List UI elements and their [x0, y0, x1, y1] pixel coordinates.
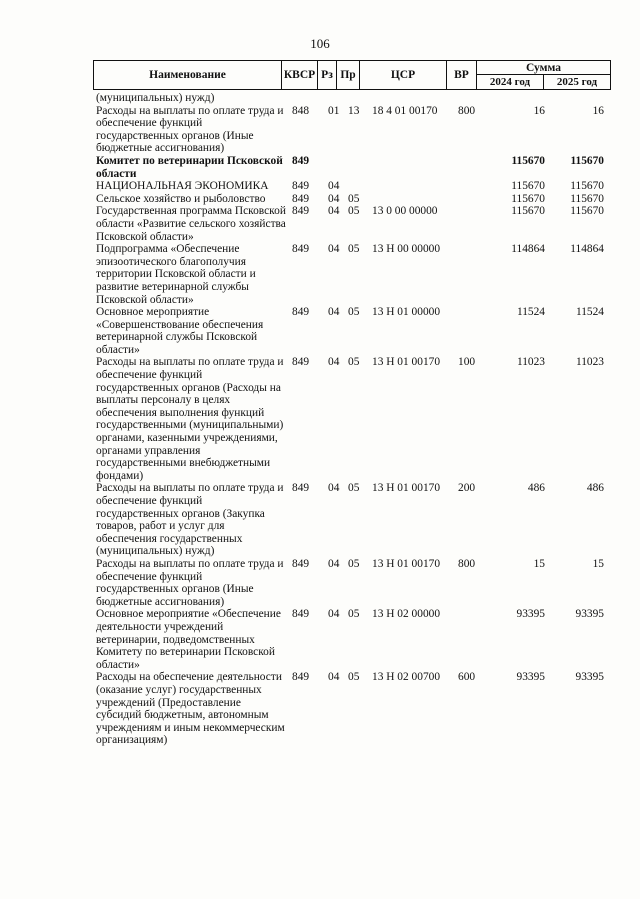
row-csr: 13 Н 02 00700	[372, 671, 441, 684]
row-pr: 13	[348, 104, 360, 117]
table-row	[96, 356, 614, 482]
row-pr: 05	[348, 482, 360, 495]
row-sum-2025: 93395	[575, 671, 604, 684]
header-year-2024: 2024 год	[477, 75, 544, 89]
row-csr: 13 Н 01 00000	[372, 306, 441, 319]
row-rz: 04	[328, 608, 340, 621]
row-csr: 18 4 01 00170	[372, 104, 438, 117]
table-row	[96, 180, 614, 193]
row-pr: 05	[348, 671, 360, 684]
row-kvsr: 849	[292, 243, 310, 256]
row-sum-2025: 115670	[570, 192, 604, 205]
row-pr: 05	[348, 192, 360, 205]
row-pr: 05	[348, 306, 360, 319]
row-sum-2025: 11023	[575, 356, 604, 369]
row-sum-2024: 11023	[516, 356, 545, 369]
table-row	[96, 205, 614, 243]
header-rz: Рз	[318, 61, 337, 89]
row-rz: 01	[328, 104, 340, 117]
row-vr: 600	[458, 671, 476, 684]
row-kvsr: 849	[292, 482, 310, 495]
row-sum-2025: 114864	[570, 243, 604, 256]
row-sum-2024: 11524	[516, 306, 545, 319]
row-name: Государственная программа Псковской области «Развитие сельского хозяйства Псковской области»	[96, 205, 286, 243]
row-csr: 13 Н 01 00170	[372, 482, 441, 495]
row-sum-2025: 115670	[570, 205, 604, 218]
row-csr: 13 Н 02 00000	[372, 608, 441, 621]
table-row	[96, 671, 614, 747]
header-vr: ВР	[447, 61, 477, 89]
row-sum-2024: 114864	[511, 243, 545, 256]
row-sum-2024: 93395	[516, 608, 545, 621]
table-row	[96, 482, 614, 558]
row-vr: 800	[458, 557, 476, 570]
row-pr: 05	[348, 205, 360, 218]
row-sum-2025: 115670	[570, 154, 604, 167]
header-sum-group	[477, 61, 610, 89]
row-sum-2025: 16	[592, 104, 604, 117]
row-kvsr: 849	[292, 205, 310, 218]
row-sum-2025: 15	[592, 557, 604, 570]
row-rz: 04	[328, 557, 340, 570]
row-vr: 100	[458, 356, 476, 369]
row-name: Основное мероприятие «Обеспечение деятельности учреждений ветеринарии, подведомственных Комитету по ветеринарии Псковской области»	[96, 608, 281, 671]
row-vr: 800	[458, 104, 476, 117]
header-name: Наименование	[94, 61, 282, 89]
header-csr: ЦСР	[360, 61, 447, 89]
row-name: Расходы на выплаты по оплате труда и обеспечение функций государственных органов (Иные бюджетные ассигнования)	[96, 104, 284, 155]
row-sum-2024: 93395	[516, 671, 545, 684]
row-csr: 13 Н 01 00170	[372, 356, 441, 369]
row-sum-2024: 15	[533, 557, 545, 570]
row-sum-2024: 115670	[511, 154, 545, 167]
row-kvsr: 849	[292, 180, 310, 193]
row-rz: 04	[328, 180, 340, 193]
row-rz: 04	[328, 192, 340, 205]
row-rz: 04	[328, 671, 340, 684]
row-name: Расходы на обеспечение деятельности (оказание услуг) государственных учреждений (Предоставление субсидий бюджетным, автономным учреждениям и иным некоммерческим организациям)	[96, 671, 285, 747]
row-name: Подпрограмма «Обеспечение эпизоотического благополучия территории Псковской области и развитие ветеринарной службы Псковской области»	[96, 243, 256, 306]
row-name: (муниципальных) нужд)	[96, 92, 215, 104]
row-pr: 05	[348, 557, 360, 570]
row-sum-2024: 115670	[511, 205, 545, 218]
header-kvsr: КВСР	[282, 61, 318, 89]
row-csr: 13 Н 01 00170	[372, 557, 441, 570]
row-sum-2025: 11524	[575, 306, 604, 319]
row-csr: 13 0 00 00000	[372, 205, 438, 218]
table-header	[93, 60, 611, 90]
row-rz: 04	[328, 356, 340, 369]
row-pr: 05	[348, 608, 360, 621]
row-name: Расходы на выплаты по оплате труда и обеспечение функций государственных органов (Расходы на выплаты персоналу в целях обеспечения выполнения функций государственными (муниципальными) органами, казенными учреждениями, органами управления государственными внебюджетными фондами)	[96, 356, 284, 482]
table-row	[96, 558, 614, 608]
row-kvsr: 849	[292, 671, 310, 684]
table-row	[96, 608, 614, 671]
row-sum-2025: 93395	[575, 608, 604, 621]
table-row	[96, 193, 614, 206]
row-name: Основное мероприятие «Совершенствование обеспечения ветеринарной службы Псковской области»	[96, 306, 264, 356]
row-name: Комитет по ветеринарии Псковской области	[96, 154, 283, 180]
row-rz: 04	[328, 205, 340, 218]
row-kvsr: 848	[292, 104, 310, 117]
table-row	[96, 306, 614, 356]
row-rz: 04	[328, 482, 340, 495]
row-sum-2024: 115670	[511, 192, 545, 205]
row-sum-2024: 486	[527, 482, 545, 495]
row-vr: 200	[458, 482, 476, 495]
table-row	[96, 155, 614, 180]
row-name: НАЦИОНАЛЬНАЯ ЭКОНОМИКА	[96, 180, 269, 193]
row-rz: 04	[328, 243, 340, 256]
row-name: Расходы на выплаты по оплате труда и обеспечение функций государственных органов (Иные бюджетные ассигнования)	[96, 557, 284, 608]
row-sum-2024: 16	[533, 104, 545, 117]
header-pr: Пр	[337, 61, 360, 89]
row-kvsr: 849	[292, 608, 310, 621]
row-kvsr: 849	[292, 557, 310, 570]
row-kvsr: 849	[292, 192, 310, 205]
table-row	[96, 243, 614, 306]
row-rz: 04	[328, 306, 340, 319]
row-name: Сельское хозяйство и рыболовство	[96, 192, 266, 205]
row-sum-2025: 486	[586, 482, 604, 495]
table-row	[96, 92, 614, 105]
row-name: Расходы на выплаты по оплате труда и обеспечение функций государственных органов (Закупка товаров, работ и услуг для обеспечения государственных (муниципальных) нужд)	[96, 482, 284, 558]
row-kvsr: 849	[292, 356, 310, 369]
row-pr: 05	[348, 356, 360, 369]
header-sum: Сумма	[477, 61, 610, 75]
row-sum-2024: 115670	[511, 180, 545, 193]
header-year-2025: 2025 год	[556, 76, 598, 88]
table-body	[96, 92, 614, 747]
table-row	[96, 105, 614, 155]
page-number: 106	[310, 36, 330, 51]
row-kvsr: 849	[292, 306, 310, 319]
row-sum-2025: 115670	[570, 180, 604, 193]
row-kvsr: 849	[292, 154, 310, 167]
row-csr: 13 Н 00 00000	[372, 243, 441, 256]
row-pr: 05	[348, 243, 360, 256]
